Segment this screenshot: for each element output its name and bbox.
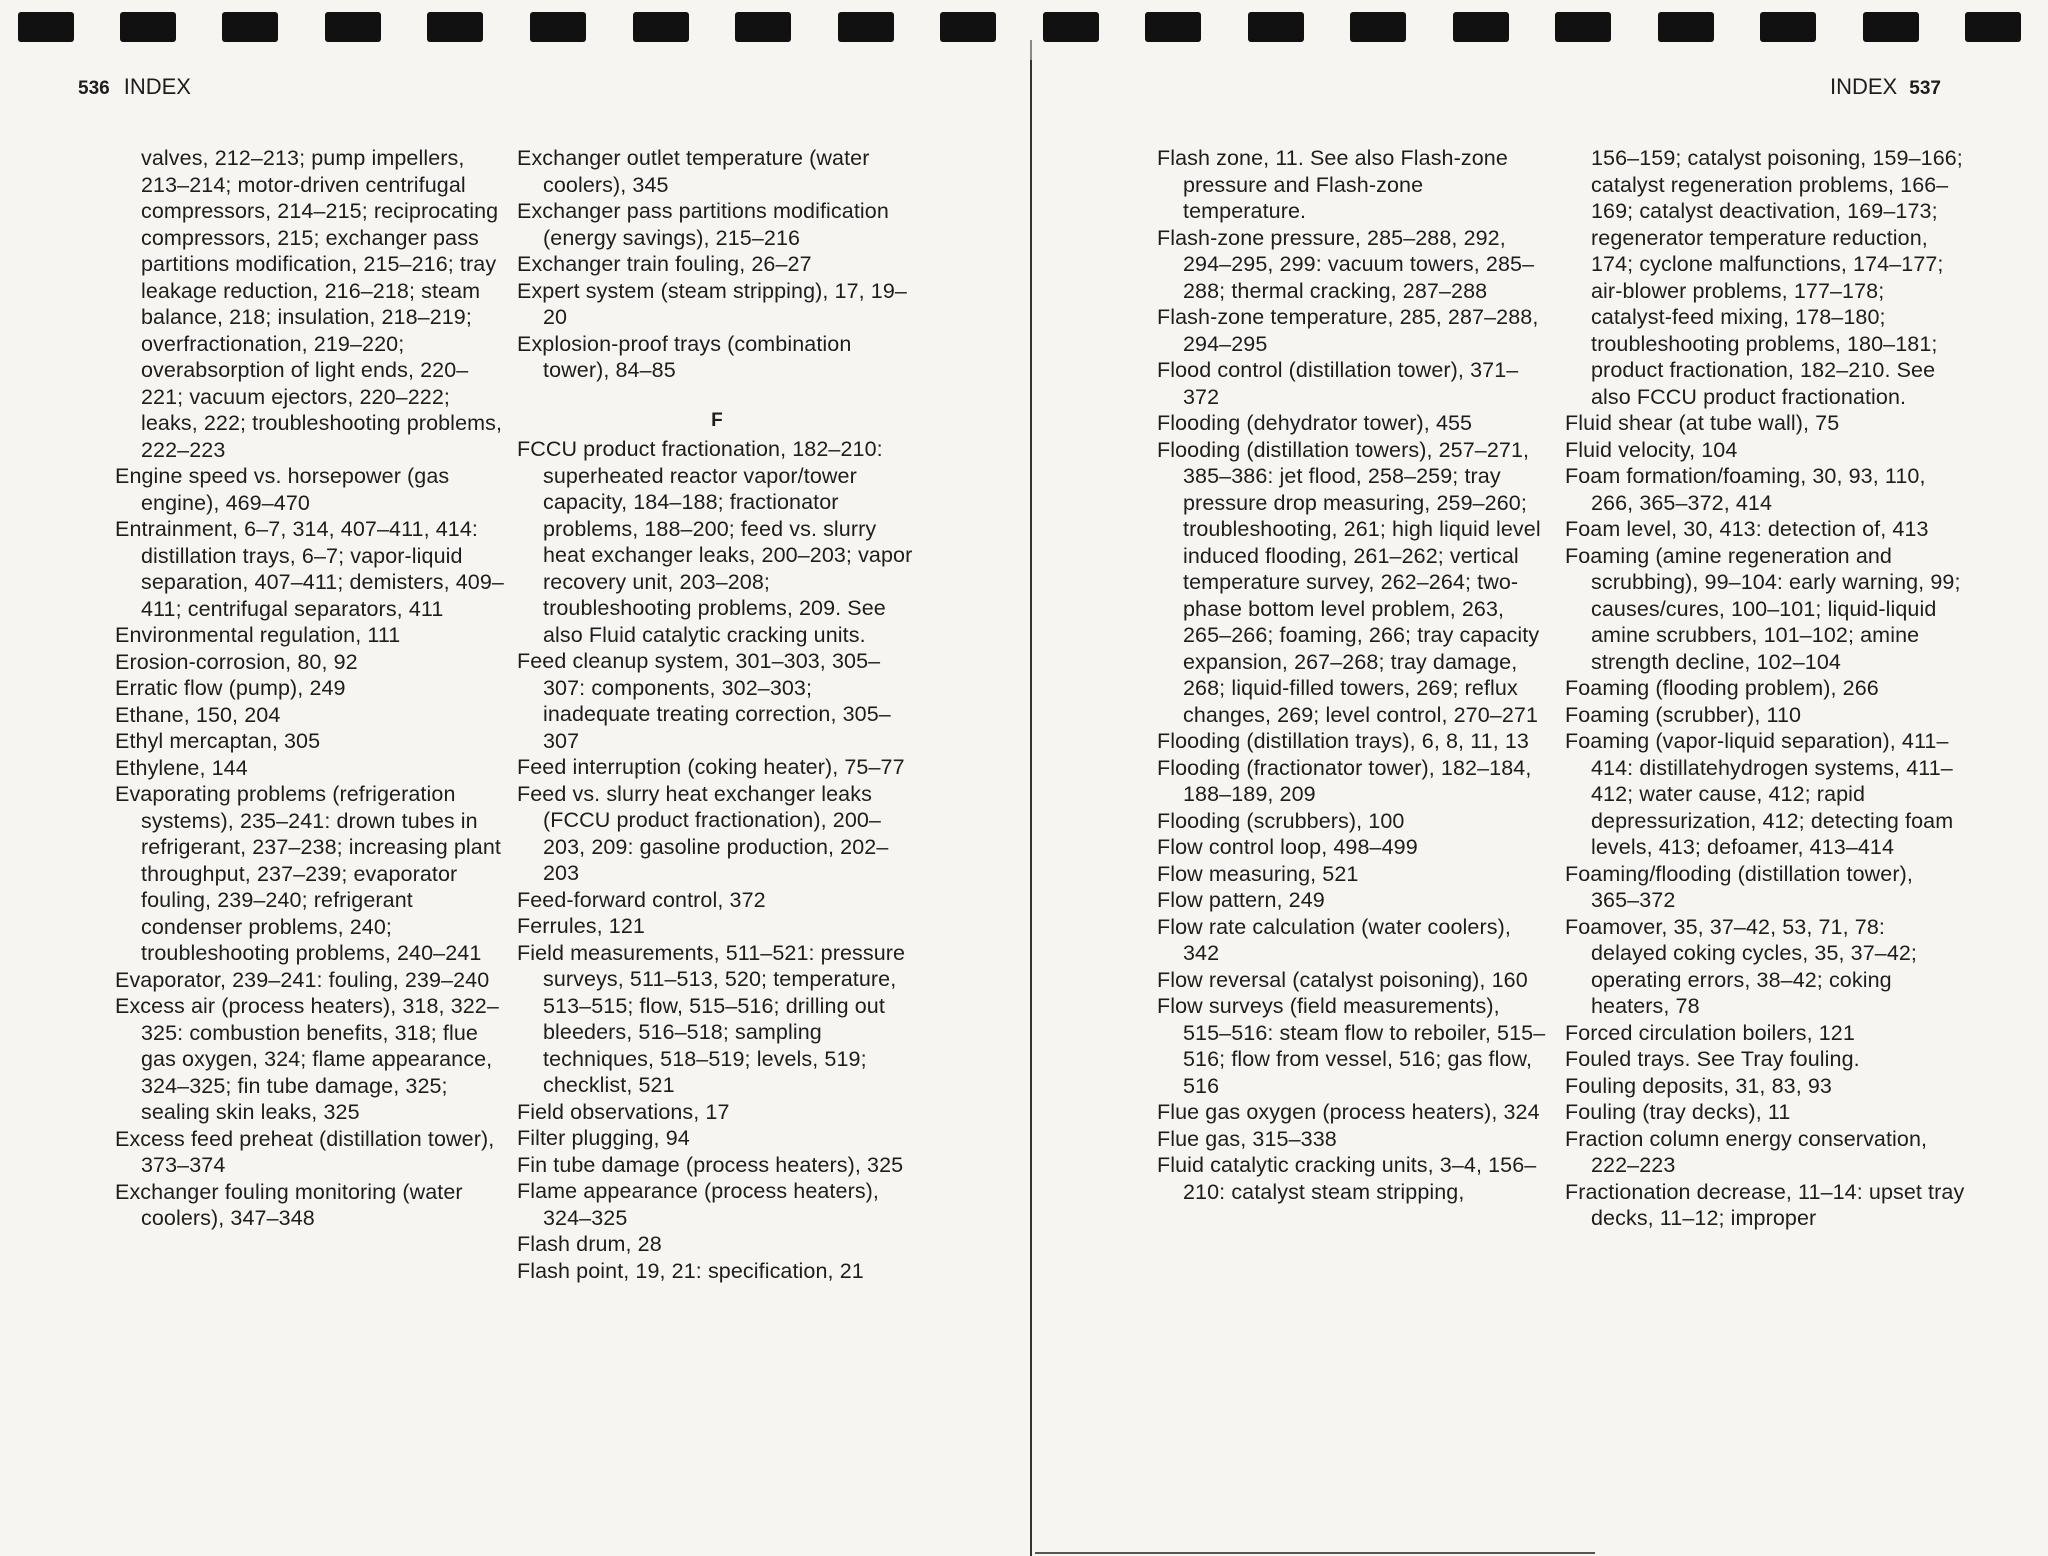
- index-entry: Field observations, 17: [517, 1099, 730, 1124]
- bottom-rule: [1035, 1552, 1595, 1554]
- left-page-number: 536: [78, 78, 110, 99]
- index-entry: Foam level, 30, 413: detection of, 413: [1565, 517, 1929, 541]
- index-column-3: [1157, 145, 1552, 1205]
- left-header-title: INDEX: [123, 74, 191, 99]
- index-entry: Flash zone, 11. See also Flash-zone pressure and Flash-zone temperature.: [1157, 146, 1508, 223]
- index-entry: Ferrules, 121: [517, 914, 645, 938]
- index-entry: Foam formation/foaming, 30, 93, 110, 266, 365–372, 414: [1565, 464, 1926, 515]
- index-entry: Flow pattern, 249: [1157, 888, 1325, 912]
- index-entry: Excess feed preheat (distillation tower), 373–374: [115, 1126, 495, 1177]
- index-entry: Flooding (distillation towers), 257–271, 385–386: jet flood, 258–259; tray pressure drop measuring, 259–260; troubleshooting, 261; high liquid level induced flooding, 261–262; vertical temperature survey, 262–264; two-phase bottom level problem, 263, 265–266; foaming, 266; tray capacity expansion, 267–268; tray damage, 268; liquid-filled towers, 269; reflux changes, 269; level control, 270–271: [1157, 437, 1541, 727]
- index-entry: Feed-forward control, 372: [517, 887, 766, 912]
- index-entry: Fraction column energy conservation, 222–223: [1565, 1126, 1928, 1177]
- index-entry: Field measurements, 511–521: pressure surveys, 511–513, 520; temperature, 513–515; flow, 515–516; drilling out bleeders, 516–518; sampling techniques, 518–519; levels, 519; checklist, 521: [517, 940, 906, 1097]
- right-header-title: INDEX: [1830, 74, 1898, 99]
- binding-hole: [1350, 12, 1406, 42]
- index-entry: Expert system (steam stripping), 17, 19–20: [517, 278, 907, 329]
- index-entry: Excess air (process heaters), 318, 322–325: combustion benefits, 318; flue gas oxygen, 324; flame appearance, 324–325; fin tube damage, 325; sealing skin leaks, 325: [115, 994, 499, 1124]
- index-entry: Foaming (vapor-liquid separation), 411–414: distillatehydrogen systems, 411–412; water cause, 412; rapid depressurization, 412; detecting foam levels, 413; defoamer, 413–414: [1565, 729, 1954, 859]
- index-entry: Exchanger pass partitions modification (energy savings), 215–216: [517, 199, 889, 250]
- index-entry: FCCU product fractionation, 182–210: superheated reactor vapor/tower capacity, 184–188; fractionator problems, 188–200; feed vs. slurry heat exchanger leaks, 200–203; vapor recovery unit, 203–208; troubleshooting problems, 209. See also Fluid catalytic cracking units.: [517, 437, 913, 647]
- index-entry: Entrainment, 6–7, 314, 407–411, 414: distillation trays, 6–7; vapor-liquid separation, 407–411; demisters, 409–411; centrifugal separators, 411: [115, 517, 504, 621]
- index-entry: Ethylene, 144: [115, 755, 248, 780]
- index-entry: Foamover, 35, 37–42, 53, 71, 78: delayed coking cycles, 35, 37–42; operating errors, 38–42; coking heaters, 78: [1565, 914, 1918, 1018]
- index-entry-continuation: valves, 212–213; pump impellers, 213–214; motor-driven centrifugal compressors, 214–215; reciprocating compressors, 215; exchanger pass partitions modification, 215–216; tray leakage reduction, 216–218; steam balance, 218; insulation, 218–219; overfractionation, 219–220; overabsorption of light ends, 220–221; vacuum ejectors, 220–222; leaks, 222; troubleshooting problems, 222–223: [141, 146, 503, 462]
- binding-hole: [1658, 12, 1714, 42]
- index-entry: Flash-zone temperature, 285, 287–288, 294–295: [1157, 305, 1539, 356]
- index-entry: Evaporating problems (refrigeration systems), 235–241: drown tubes in refrigerant, 237–238; increasing plant throughput, 237–239; evaporator fouling, 239–240; refrigerant condenser problems, 240; troubleshooting problems, 240–241: [115, 782, 501, 965]
- index-entry: Flooding (scrubbers), 100: [1157, 808, 1405, 833]
- index-entry: Erosion-corrosion, 80, 92: [115, 649, 358, 674]
- index-entry: Fluid catalytic cracking units, 3–4, 156–210: catalyst steam stripping,: [1157, 1153, 1537, 1204]
- index-entry: Flash drum, 28: [517, 1232, 662, 1256]
- index-entry: Feed cleanup system, 301–303, 305–307: components, 302–303; inadequate treating correction, 305–307: [517, 649, 891, 753]
- index-entry: Flue gas, 315–338: [1157, 1126, 1337, 1151]
- index-entry: Forced circulation boilers, 121: [1565, 1020, 1855, 1045]
- index-column-2: [517, 145, 917, 1284]
- binding-hole: [18, 12, 74, 42]
- index-entry: Fin tube damage (process heaters), 325: [517, 1152, 904, 1177]
- binding-hole: [1453, 12, 1509, 42]
- index-entry: Foaming (flooding problem), 266: [1565, 676, 1879, 700]
- index-entry: Fluid velocity, 104: [1565, 437, 1738, 462]
- index-entry: Feed vs. slurry heat exchanger leaks (FCCU product fractionation), 200–203, 209: gasoline production, 202–203: [517, 781, 889, 885]
- index-entry: Exchanger train fouling, 26–27: [517, 252, 812, 276]
- binding-hole: [222, 12, 278, 42]
- index-entry: Feed interruption (coking heater), 75–77: [517, 755, 905, 779]
- index-entry: Flow surveys (field measurements), 515–516: steam flow to reboiler, 515–516; flow from vessel, 516; gas flow, 516: [1157, 994, 1546, 1098]
- index-entry: Flooding (fractionator tower), 182–184, 188–189, 209: [1157, 755, 1532, 806]
- section-letter: F: [711, 409, 723, 431]
- binding-hole: [1145, 12, 1201, 42]
- index-entry: Ethane, 150, 204: [115, 702, 281, 727]
- index-column-1: [115, 145, 505, 1232]
- index-entry: Fouling (tray decks), 11: [1565, 1100, 1791, 1124]
- index-entry: Evaporator, 239–241: fouling, 239–240: [115, 967, 490, 992]
- index-entry: Flue gas oxygen (process heaters), 324: [1157, 1100, 1540, 1124]
- binding-hole: [838, 12, 894, 42]
- index-column-4: [1565, 145, 1965, 1232]
- index-entry: Fluid shear (at tube wall), 75: [1565, 411, 1840, 435]
- binding-hole: [1555, 12, 1611, 42]
- index-entry: Flow measuring, 521: [1157, 861, 1359, 886]
- index-entry: Flow rate calculation (water coolers), 342: [1157, 914, 1511, 965]
- binding-hole: [1248, 12, 1304, 42]
- index-entry: Flood control (distillation tower), 371–372: [1157, 358, 1519, 409]
- page-gutter: [1030, 60, 1032, 1556]
- right-page-number: 537: [1909, 78, 1941, 99]
- index-entry: Flooding (distillation trays), 6, 8, 11, 13: [1157, 729, 1529, 753]
- index-entry: Foaming (scrubber), 110: [1565, 702, 1802, 727]
- index-entry: Flooding (dehydrator tower), 455: [1157, 411, 1473, 435]
- index-entry: Flash point, 19, 21: specification, 21: [517, 1258, 864, 1283]
- right-page-header: [1830, 74, 1941, 100]
- index-entry: Explosion-proof trays (combination tower), 84–85: [517, 331, 852, 382]
- left-page-header: [78, 74, 191, 100]
- index-entry: Flow control loop, 498–499: [1157, 835, 1418, 859]
- index-entry: Fouled trays. See Tray fouling.: [1565, 1047, 1860, 1071]
- binding-hole: [633, 12, 689, 42]
- index-entry: Environmental regulation, 111: [115, 623, 401, 647]
- index-entry: Erratic flow (pump), 249: [115, 676, 346, 700]
- index-entry: Fractionation decrease, 11–14: upset tray decks, 11–12; improper: [1565, 1179, 1965, 1230]
- index-entry: Ethyl mercaptan, 305: [115, 729, 321, 753]
- binding-hole: [1863, 12, 1919, 42]
- index-entry-continuation: 156–159; catalyst poisoning, 159–166; catalyst regeneration problems, 166–169; catalyst deactivation, 169–173; regenerator temperature reduction, 174; cyclone malfunctions, 174–177; air-blower problems, 177–178; catalyst-feed mixing, 178–180; troubleshooting problems, 180–181; product fractionation, 182–210. See also FCCU product fractionation.: [1591, 146, 1963, 409]
- binding-hole: [120, 12, 176, 42]
- binding-hole: [940, 12, 996, 42]
- index-entry: Fouling deposits, 31, 83, 93: [1565, 1073, 1832, 1098]
- binding-hole: [1043, 12, 1099, 42]
- binding-hole: [325, 12, 381, 42]
- gutter-dash: [1030, 40, 1032, 60]
- index-entry: Flash-zone pressure, 285–288, 292, 294–295, 299: vacuum towers, 285–288; thermal cracking, 287–288: [1157, 225, 1535, 303]
- index-entry: Engine speed vs. horsepower (gas engine), 469–470: [115, 464, 450, 515]
- index-entry: Foaming/flooding (distillation tower), 365–372: [1565, 861, 1913, 912]
- binding-holes: [0, 12, 2048, 46]
- binding-hole: [427, 12, 483, 42]
- index-entry: Foaming (amine regeneration and scrubbing), 99–104: early warning, 99; causes/cures, 100–101; liquid-liquid amine scrubbers, 101–102; amine strength decline, 102–104: [1565, 543, 1961, 674]
- binding-hole: [735, 12, 791, 42]
- index-entry: Flame appearance (process heaters), 324–325: [517, 1179, 880, 1230]
- index-entry: Exchanger fouling monitoring (water coolers), 347–348: [115, 1179, 463, 1230]
- binding-hole: [1965, 12, 2021, 42]
- index-entry: Filter plugging, 94: [517, 1126, 690, 1150]
- index-entry: Flow reversal (catalyst poisoning), 160: [1157, 967, 1528, 992]
- index-entry: Exchanger outlet temperature (water coolers), 345: [517, 146, 870, 197]
- binding-hole: [1760, 12, 1816, 42]
- binding-hole: [530, 12, 586, 42]
